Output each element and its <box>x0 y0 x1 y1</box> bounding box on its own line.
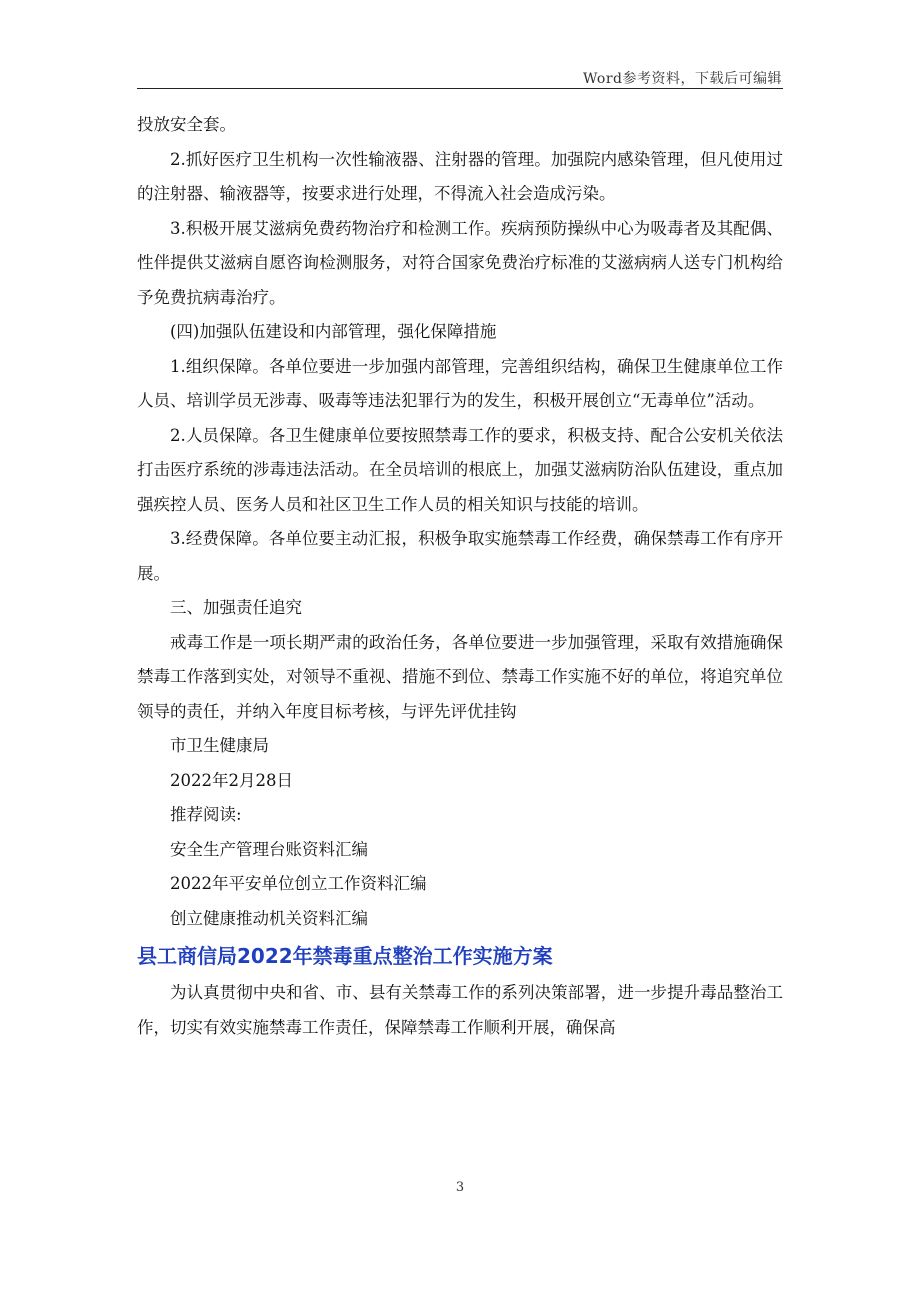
recommended-link-1[interactable]: 安全生产管理台账资料汇编 <box>170 839 368 859</box>
paragraph-item-2: 2.抓好医疗卫生机构一次性输液器、注射器的管理。加强院内感染管理，但凡使用过的注射器、输液器等，按要求进行处理，不得流入社会造成污染。 <box>137 149 783 203</box>
paragraph-organization: 1.组织保障。各单位要进一步加强内部管理，完善组织结构，确保卫生健康单位工作人员、培训学员无涉毒、吸毒等违法犯罪行为的发生，积极开展创立“无毒单位”活动。 <box>137 356 783 410</box>
paragraph-item-3: 3.积极开展艾滋病免费药物治疗和检测工作。疾病预防操纵中心为吸毒者及其配偶、性伴提供艾滋病自愿咨询检测服务，对符合国家免费治疗标准的艾滋病病人送专门机构给予免费抗病毒治疗。 <box>137 218 783 307</box>
signature-organization: 市卫生健康局 <box>170 736 269 755</box>
recommended-link-3[interactable]: 创立健康推动机关资料汇编 <box>170 908 368 928</box>
paragraph-personnel: 2.人员保障。各卫生健康单位要按照禁毒工作的要求，积极支持、配合公安机关依法打击医疗系统的涉毒违法活动。在全员培训的根底上，加强艾滋病防治队伍建设，重点加强疾控人员、医务人员和社区卫生工作人员的相关知识与技能的培训。 <box>137 425 783 514</box>
page-header: Word参考资料，下载后可编辑 <box>582 71 782 87</box>
document-body <box>137 108 783 1045</box>
intro-paragraph: 为认真贯彻中央和省、市、县有关禁毒工作的系列决策部署，进一步提升毒品整治工作，切实有效实施禁毒工作责任，保障禁毒工作顺利开展，确保高 <box>137 983 783 1037</box>
header-rule <box>137 88 783 89</box>
recommended-link-2[interactable]: 2022年平安单位创立工作资料汇编 <box>170 874 427 893</box>
paragraph-continuation: 投放安全套。 <box>137 115 236 134</box>
section-title-accountability: 三、加强责任追究 <box>170 598 302 617</box>
section-heading: 县工商信局2022年禁毒重点整治工作实施方案 <box>137 944 553 968</box>
subsection-title: (四)加强队伍建设和内部管理，强化保障措施 <box>170 322 497 341</box>
paragraph-accountability: 戒毒工作是一项长期严肃的政治任务，各单位要进一步加强管理，采取有效措施确保禁毒工作落到实处，对领导不重视、措施不到位、禁毒工作实施不好的单位，将追究单位领导的责任，并纳入年度目标考核，与评先评优挂钩 <box>137 632 783 721</box>
paragraph-funding: 3.经费保障。各单位要主动汇报，积极争取实施禁毒工作经费，确保禁毒工作有序开展。 <box>137 529 783 583</box>
signature-date: 2022年2月28日 <box>170 770 293 790</box>
recommended-reading-label: 推荐阅读: <box>170 805 242 824</box>
page-number: 3 <box>455 1180 465 1195</box>
